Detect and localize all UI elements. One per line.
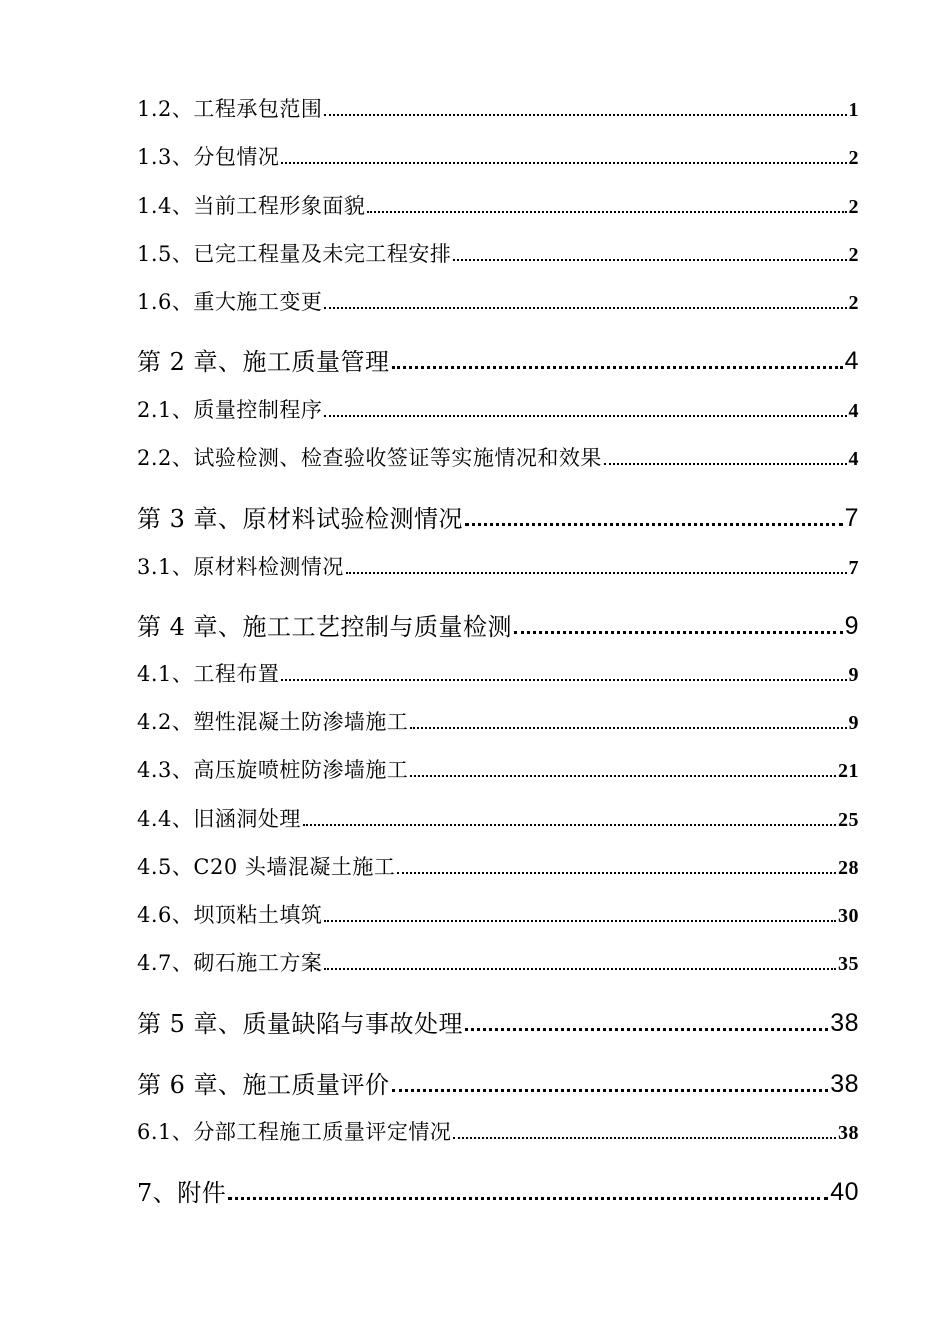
toc-entry[interactable] <box>137 898 859 926</box>
toc-entry-title: 4.1、工程布置 <box>137 662 280 686</box>
toc-dot-leader <box>281 162 846 164</box>
toc-dot-leader <box>410 775 836 777</box>
toc-entry-title: 3.1、原材料检测情况 <box>137 555 344 579</box>
toc-entry-page: 4 <box>848 400 859 422</box>
toc-chapter-entry[interactable] <box>137 340 859 374</box>
toc-entry-title: 4.2、塑性混凝土防渗墙施工 <box>137 710 409 734</box>
toc-dot-leader <box>514 631 843 634</box>
toc-entry-title: 4.3、高压旋喷桩防渗墙施工 <box>137 758 409 782</box>
toc-dot-leader <box>604 463 847 465</box>
toc-dot-leader <box>367 211 846 213</box>
toc-entry-page: 4 <box>848 448 859 470</box>
toc-entry-title: 第 4 章、施工工艺控制与质量检测 <box>137 613 513 641</box>
toc-entry-page: 2 <box>848 244 859 266</box>
toc-chapter-entry[interactable] <box>137 1063 859 1097</box>
toc-dot-leader <box>324 114 846 116</box>
toc-entry-title: 4.4、旧涵洞处理 <box>137 807 301 831</box>
toc-entry[interactable] <box>137 1115 859 1143</box>
toc-entry-page: 1 <box>848 99 859 121</box>
toc-entry-page: 2 <box>848 292 859 314</box>
toc-entry-title: 2.1、质量控制程序 <box>137 398 323 422</box>
toc-entry-page: 7 <box>848 557 859 579</box>
toc-entry-title: 1.2、工程承包范围 <box>137 97 323 121</box>
toc-entry-page: 9 <box>848 712 859 734</box>
toc-dot-leader <box>303 824 836 826</box>
toc-dot-leader <box>410 727 846 729</box>
toc-dot-leader <box>392 366 843 369</box>
toc-entry-page: 40 <box>830 1178 859 1206</box>
toc-chapter-entry[interactable] <box>137 497 859 531</box>
toc-entry[interactable] <box>137 441 859 469</box>
toc-entry-page: 25 <box>838 809 859 831</box>
toc-dot-leader <box>324 307 846 309</box>
toc-chapter-entry[interactable] <box>137 1002 859 1036</box>
toc-entry-page: 21 <box>838 760 859 782</box>
toc-entry[interactable] <box>137 237 859 265</box>
toc-entry[interactable] <box>137 393 859 421</box>
toc-dot-leader <box>324 920 836 922</box>
toc-entry-title: 第 6 章、施工质量评价 <box>137 1071 390 1099</box>
toc-entry-title: 1.6、重大施工变更 <box>137 290 323 314</box>
toc-dot-leader <box>392 1089 829 1092</box>
toc-entry-page: 7 <box>844 504 859 532</box>
toc-entry-title: 1.4、当前工程形象面貌 <box>137 194 366 218</box>
toc-entry-title: 4.7、砌石施工方案 <box>137 951 323 975</box>
toc-entry[interactable] <box>137 550 859 578</box>
toc-entry[interactable] <box>137 285 859 313</box>
toc-entry-title: 2.2、试验检测、检查验收签证等实施情况和效果 <box>137 446 602 470</box>
toc-chapter-entry[interactable] <box>137 1171 859 1205</box>
toc-entry[interactable] <box>137 946 859 974</box>
toc-entry-title: 7、附件 <box>137 1179 227 1207</box>
toc-dot-leader <box>453 259 846 261</box>
toc-dot-leader <box>453 1137 836 1139</box>
toc-entry-page: 2 <box>848 196 859 218</box>
toc-entry[interactable] <box>137 753 859 781</box>
toc-entry[interactable] <box>137 189 859 217</box>
toc-entry-page: 2 <box>848 147 859 169</box>
toc-dot-leader <box>228 1197 828 1200</box>
toc-entry[interactable] <box>137 705 859 733</box>
toc-entry[interactable] <box>137 850 859 878</box>
toc-dot-leader <box>324 968 836 970</box>
toc-entry-page: 38 <box>830 1009 859 1037</box>
toc-entry-title: 第 2 章、施工质量管理 <box>137 348 390 376</box>
toc-entry[interactable] <box>137 92 859 120</box>
toc-dot-leader <box>346 572 847 574</box>
toc-entry-title: 第 5 章、质量缺陷与事故处理 <box>137 1010 464 1038</box>
toc-entry-title: 4.5、C20 头墙混凝土施工 <box>137 855 396 879</box>
toc-entry-title: 4.6、坝顶粘土填筑 <box>137 903 323 927</box>
toc-dot-leader <box>465 1028 828 1031</box>
toc-entry-title: 1.5、已完工程量及未完工程安排 <box>137 242 452 266</box>
toc-entry-page: 4 <box>844 347 859 375</box>
toc-dot-leader <box>465 523 843 526</box>
toc-entry-title: 6.1、分部工程施工质量评定情况 <box>137 1120 452 1144</box>
toc-dot-leader <box>324 415 846 417</box>
toc-entry-page: 30 <box>838 905 859 927</box>
toc-entry[interactable] <box>137 140 859 168</box>
toc-entry[interactable] <box>137 657 859 685</box>
toc-entry-page: 9 <box>844 612 859 640</box>
toc-entry-title: 1.3、分包情况 <box>137 145 280 169</box>
toc-entry[interactable] <box>137 802 859 830</box>
toc-dot-leader <box>281 679 846 681</box>
toc-entry-page: 35 <box>838 953 859 975</box>
toc-entry-page: 38 <box>838 1122 859 1144</box>
toc-entry-page: 28 <box>838 857 859 879</box>
toc-dot-leader <box>397 872 836 874</box>
toc-entry-page: 38 <box>830 1070 859 1098</box>
toc-chapter-entry[interactable] <box>137 605 859 639</box>
toc-entry-page: 9 <box>848 664 859 686</box>
toc-entry-title: 第 3 章、原材料试验检测情况 <box>137 505 464 533</box>
